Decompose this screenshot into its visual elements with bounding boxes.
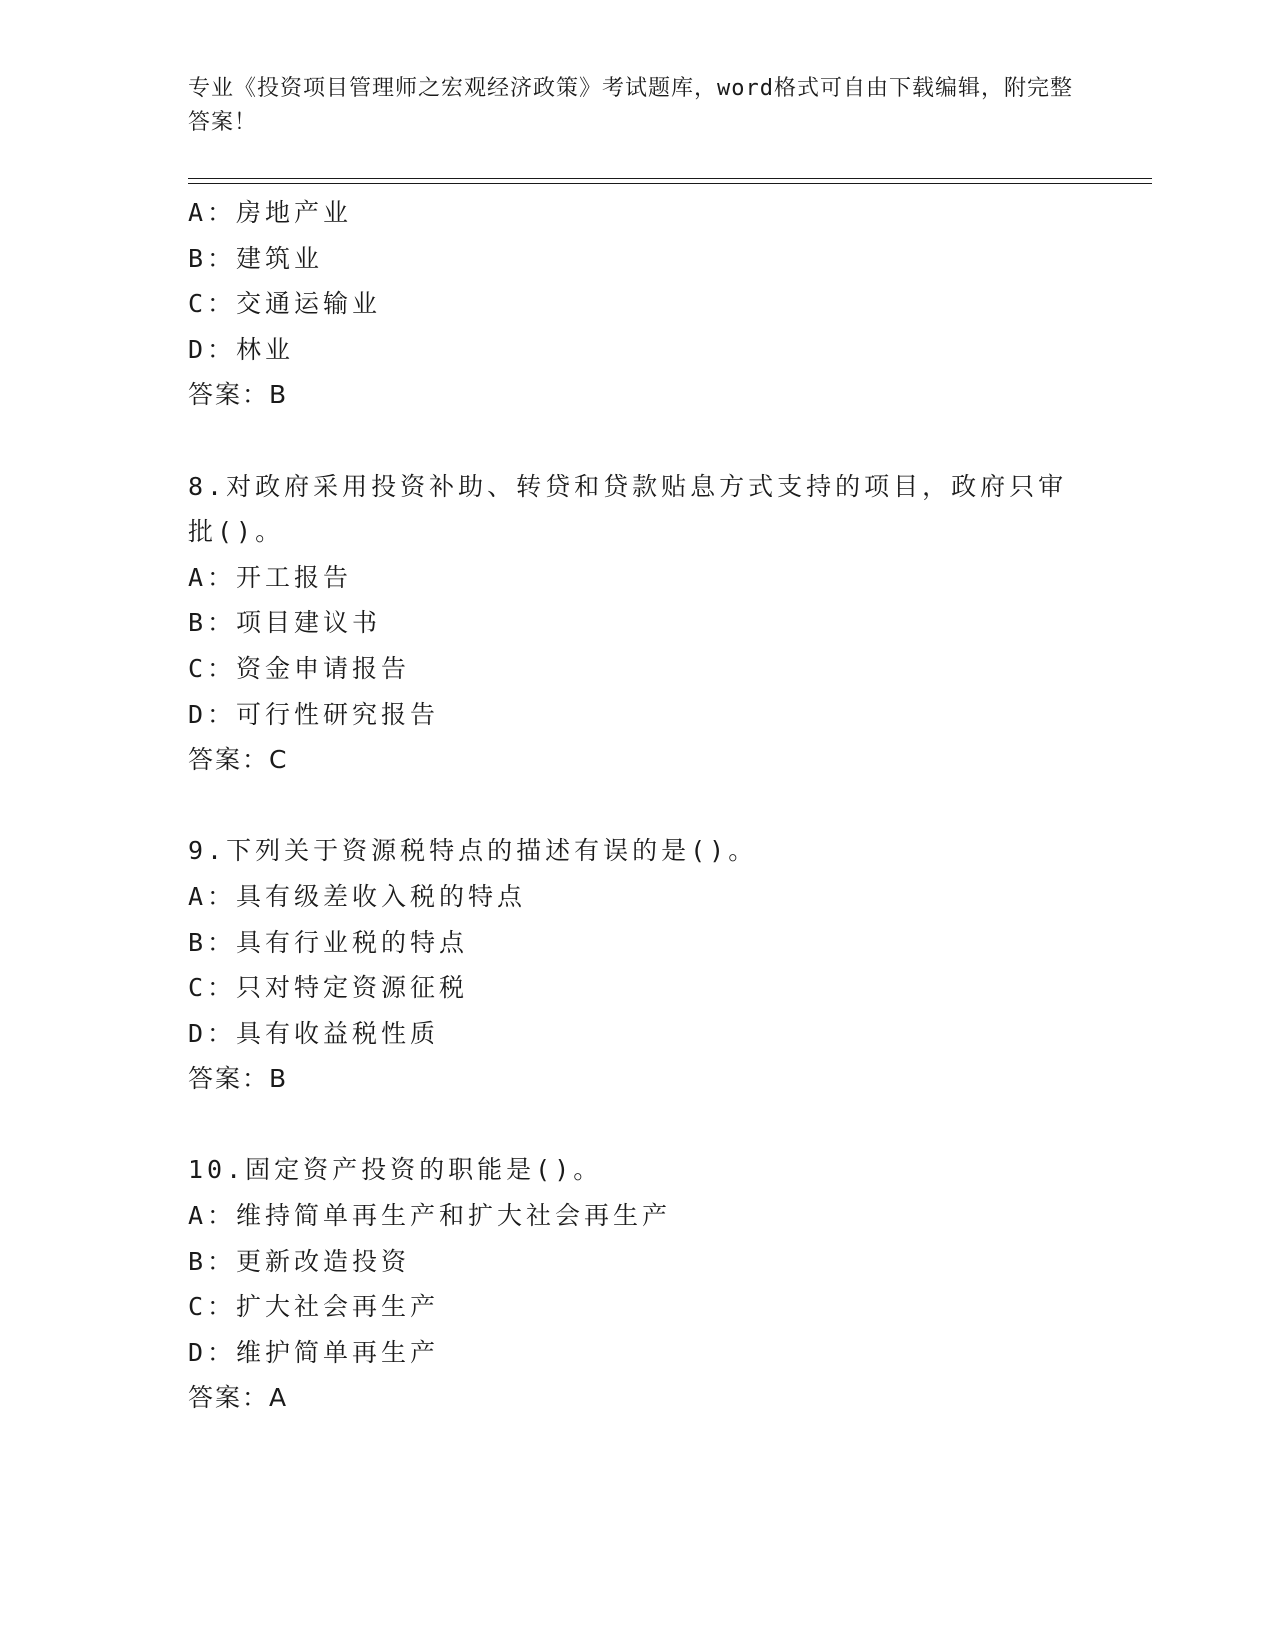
spacer [188,418,1088,464]
option-c: C：交通运输业 [188,289,382,319]
option-a: A：房地产业 [188,198,353,227]
answer-line: 答案：B [188,380,289,410]
option-b: B：建筑业 [188,243,324,273]
option-b: B：项目建议书 [188,608,382,638]
option-a: A：开工报告 [188,562,353,592]
option-d: D：具有收益税性质 [188,1018,440,1048]
question-list [188,190,1088,1421]
question-7 [188,190,1088,418]
option-d: D：维护简单再生产 [188,1337,440,1367]
question-9 [188,828,1088,1102]
option-a: A：具有级差收入税的特点 [188,881,527,911]
option-c: C：只对特定资源征税 [188,973,469,1003]
spacer [188,1102,1088,1148]
header-rule-bottom [188,183,1152,184]
question-stem: 10.固定资产投资的职能是()。 [188,1155,603,1185]
header-rule-top [188,178,1152,179]
option-a: A：维持简单再生产和扩大社会再生产 [188,1201,672,1231]
option-c: C：资金申请报告 [188,653,411,683]
option-c: C：扩大社会再生产 [188,1292,440,1322]
question-10 [188,1147,1088,1421]
option-b: B：更新改造投资 [188,1246,411,1276]
question-8 [188,464,1088,783]
option-b: B：具有行业税的特点 [188,927,469,957]
spacer [188,783,1088,829]
question-stem: 9.下列关于资源税特点的描述有误的是()。 [188,836,758,866]
question-stem: 8.对政府采用投资补助、转贷和贷款贴息方式支持的项目，政府只审批()。 [188,471,1068,547]
document-intro: 专业《投资项目管理师之宏观经济政策》考试题库，word格式可自由下载编辑，附完整答案！ [188,76,1073,135]
option-d: D：林业 [188,334,295,364]
option-d: D：可行性研究报告 [188,699,440,729]
answer-line: 答案：A [188,1383,289,1413]
answer-line: 答案：C [188,745,289,775]
answer-line: 答案：B [188,1064,289,1094]
